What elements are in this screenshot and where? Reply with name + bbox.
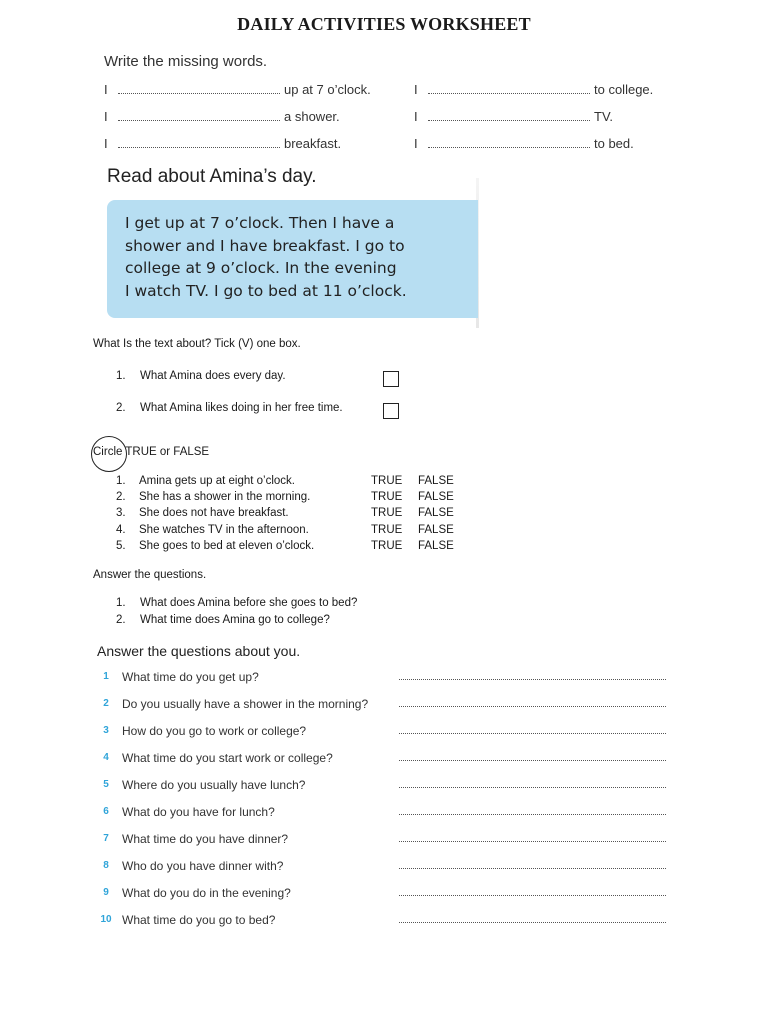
- item-statement: She watches TV in the afternoon.: [139, 524, 309, 536]
- question-text: What does Amina before she goes to bed?: [140, 597, 358, 609]
- item-number: 1.: [116, 475, 126, 487]
- true-false-heading: [93, 446, 209, 458]
- option-item: [116, 370, 286, 382]
- answer-line[interactable]: [399, 841, 666, 842]
- answer-line[interactable]: [399, 760, 666, 761]
- fill-pronoun: I: [414, 136, 418, 151]
- circle-word: Circle: [93, 446, 123, 458]
- true-false-item: [116, 475, 454, 487]
- false-option[interactable]: FALSE: [418, 524, 454, 536]
- about-you-item: [97, 805, 667, 821]
- question-text: Where do you usually have lunch?: [122, 778, 306, 792]
- question-text: How do you go to work or college?: [122, 724, 307, 738]
- false-option[interactable]: FALSE: [418, 475, 454, 487]
- answer-line[interactable]: [399, 868, 666, 869]
- about-you-item: [97, 751, 667, 767]
- about-you-heading: Answer the questions about you.: [97, 643, 301, 659]
- item-number: 4.: [116, 524, 126, 536]
- question-number: 8: [103, 860, 109, 871]
- about-you-item: [97, 670, 667, 686]
- fill-text: to bed.: [594, 136, 634, 151]
- option-text: What Amina likes doing in her free time.: [140, 402, 343, 414]
- fill-pronoun: I: [104, 109, 108, 124]
- false-option[interactable]: FALSE: [418, 491, 454, 503]
- reading-heading: Read about Amina’s day.: [107, 166, 317, 187]
- question-text: What time do you get up?: [122, 670, 259, 684]
- question-text: Do you usually have a shower in the morning?: [122, 697, 369, 711]
- heading-rest: TRUE or FALSE: [122, 446, 210, 458]
- question-number: 2.: [116, 614, 126, 626]
- item-statement: She goes to bed at eleven o’clock.: [139, 540, 315, 552]
- about-you-item: [97, 859, 667, 875]
- fill-row: [104, 109, 340, 124]
- item-statement: Amina gets up at eight o’clock.: [139, 475, 295, 487]
- question-text: What time does Amina go to college?: [140, 614, 330, 626]
- fill-row: [414, 109, 613, 124]
- answer-line[interactable]: [399, 733, 666, 734]
- fill-text: a shower.: [284, 109, 340, 124]
- true-option[interactable]: TRUE: [371, 524, 403, 536]
- true-option[interactable]: TRUE: [371, 540, 403, 552]
- about-you-item: [97, 697, 667, 713]
- fill-blank[interactable]: [428, 137, 590, 148]
- option-number: 2.: [116, 402, 126, 414]
- about-you-item: [97, 724, 667, 740]
- answer-line[interactable]: [399, 706, 666, 707]
- question-number: 5: [103, 779, 109, 790]
- fill-blank[interactable]: [428, 83, 590, 94]
- question-number: 4: [103, 752, 109, 763]
- fill-blank[interactable]: [118, 110, 280, 121]
- fill-text: breakfast.: [284, 136, 342, 151]
- true-false-item: [116, 507, 454, 519]
- question-number: 1.: [116, 597, 126, 609]
- fill-blank[interactable]: [428, 110, 590, 121]
- tick-box[interactable]: [383, 371, 399, 387]
- true-false-item: [116, 540, 454, 552]
- question-number: 6: [103, 806, 109, 817]
- tick-box[interactable]: [383, 403, 399, 419]
- option-text: What Amina does every day.: [140, 370, 286, 382]
- question-text: What time do you start work or college?: [122, 751, 333, 765]
- fill-row: [414, 82, 653, 97]
- question-item: [116, 614, 330, 626]
- about-you-item: [97, 778, 667, 794]
- story-line: shower and I have breakfast. I go to: [125, 236, 405, 255]
- true-option[interactable]: TRUE: [371, 491, 403, 503]
- about-you-item: [97, 832, 667, 848]
- question-number: 7: [103, 833, 109, 844]
- true-option[interactable]: TRUE: [371, 507, 403, 519]
- fill-text: TV.: [594, 109, 614, 124]
- question-number: 10: [100, 914, 112, 925]
- question-number: 9: [103, 887, 109, 898]
- answer-line[interactable]: [399, 679, 666, 680]
- item-number: 2.: [116, 491, 126, 503]
- true-false-item: [116, 524, 454, 536]
- true-option[interactable]: TRUE: [371, 475, 403, 487]
- answer-line[interactable]: [399, 895, 666, 896]
- fill-row: [104, 82, 371, 97]
- fill-pronoun: I: [104, 136, 108, 151]
- fill-text: to college.: [594, 82, 654, 97]
- answer-line[interactable]: [399, 787, 666, 788]
- fill-row: [104, 136, 341, 151]
- about-you-item: [97, 886, 667, 902]
- story-line: I get up at 7 o’clock. Then I have a: [125, 214, 395, 232]
- fill-pronoun: I: [104, 82, 108, 97]
- item-number: 3.: [116, 507, 126, 519]
- about-you-item: [97, 913, 667, 929]
- fill-text: up at 7 o’clock.: [284, 82, 371, 97]
- fill-row: [414, 136, 634, 151]
- fill-pronoun: I: [414, 109, 418, 124]
- option-number: 1.: [116, 370, 126, 382]
- story-line: college at 9 o’clock. In the evening: [125, 259, 397, 277]
- question-text: What do you do in the evening?: [122, 886, 291, 900]
- fill-blank[interactable]: [118, 137, 280, 148]
- item-number: 5.: [116, 540, 126, 552]
- answer-line[interactable]: [399, 922, 666, 923]
- story-line: I watch TV. I go to bed at 11 o’clock.: [125, 281, 407, 300]
- option-item: [116, 402, 343, 414]
- worksheet-title: DAILY ACTIVITIES WORKSHEET: [237, 14, 531, 34]
- item-statement: She has a shower in the morning.: [139, 491, 311, 503]
- answer-questions-heading: Answer the questions.: [93, 569, 207, 581]
- answer-line[interactable]: [399, 814, 666, 815]
- question-item: [116, 597, 357, 609]
- question-text: What time do you have dinner?: [122, 832, 289, 846]
- true-false-item: [116, 491, 454, 503]
- question-text: What time do you go to bed?: [122, 913, 276, 927]
- question-number: 1: [103, 671, 109, 682]
- question-text: Who do you have dinner with?: [122, 859, 284, 873]
- fill-pronoun: I: [414, 82, 418, 97]
- missing-words-heading: Write the missing words.: [104, 53, 268, 70]
- about-question: What Is the text about? Tick (V) one box.: [93, 338, 301, 350]
- false-option[interactable]: FALSE: [418, 507, 454, 519]
- false-option[interactable]: FALSE: [418, 540, 454, 552]
- question-number: 3: [103, 725, 109, 736]
- question-number: 2: [103, 698, 109, 709]
- item-statement: She does not have breakfast.: [139, 507, 289, 519]
- question-text: What do you have for lunch?: [122, 805, 275, 819]
- fill-blank[interactable]: [118, 83, 280, 94]
- story-box: [107, 200, 478, 318]
